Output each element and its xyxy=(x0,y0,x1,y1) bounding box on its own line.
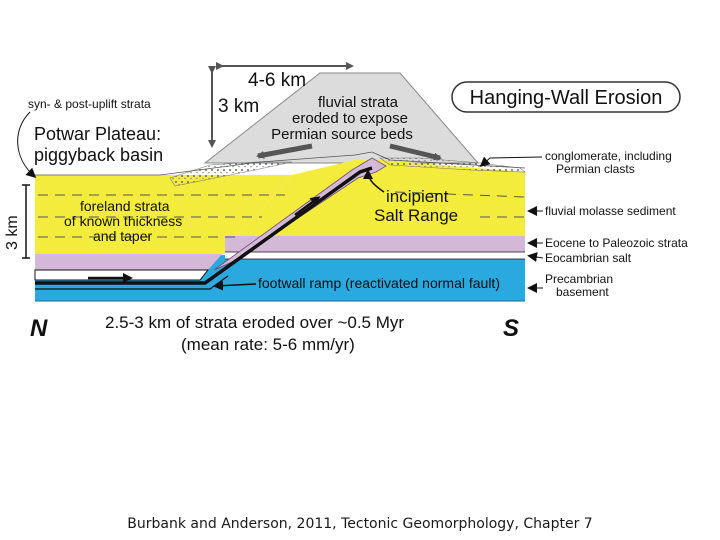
salt-flat xyxy=(225,252,525,259)
scale-bar-3km xyxy=(22,185,30,258)
salt-pointer xyxy=(530,256,543,258)
foreland-label-3: and taper xyxy=(93,228,153,244)
conglomerate-pointer xyxy=(482,157,542,165)
potwar-label-1: Potwar Plateau: xyxy=(34,124,162,144)
fluvial-label-1: fluvial strata xyxy=(317,94,399,111)
potwar-label-2: piggyback basin xyxy=(34,145,164,165)
scale-3km-label: 3 km xyxy=(4,215,21,250)
erosion-statement-2: (mean rate: 5-6 mm/yr) xyxy=(181,335,355,354)
south-label: S xyxy=(503,315,520,342)
salt-label: Eocambrian salt xyxy=(545,251,632,265)
molasse-label: fluvial molasse sediment xyxy=(545,204,676,218)
foreland-label-2: of known thickness xyxy=(64,213,183,229)
precambrian-label-1: Precambrian xyxy=(545,272,614,286)
width-dimension-label: 4-6 km xyxy=(248,70,307,91)
foreland-label-1: foreland strata xyxy=(80,198,170,214)
conglomerate-label-2: Permian clasts xyxy=(556,162,635,176)
footwall-paleozoic-strata xyxy=(35,254,222,270)
north-label: N xyxy=(30,315,48,342)
erosion-statement-1: 2.5-3 km of strata eroded over ~0.5 Myr xyxy=(105,313,405,332)
fluvial-label-3: Permian source beds xyxy=(271,126,413,143)
conglomerate-label-1: conglomerate, including xyxy=(545,149,672,163)
precambrian-label-2: basement xyxy=(556,285,609,299)
fluvial-label-2: eroded to expose xyxy=(292,110,408,127)
incipient-label-2: Salt Range xyxy=(374,206,459,225)
syn-post-uplift-label: syn- & post-uplift strata xyxy=(28,97,151,111)
eocene-label: Eocene to Paleozoic strata xyxy=(545,236,688,250)
citation-caption: Burbank and Anderson, 2011, Tectonic Geomorphology, Chapter 7 xyxy=(127,516,593,532)
height-dimension-label: 3 km xyxy=(218,96,260,117)
footwall-ramp-label: footwall ramp (reactivated normal fault) xyxy=(258,275,500,291)
title-box-label: Hanging-Wall Erosion xyxy=(469,87,663,109)
incipient-label-1: incipient xyxy=(386,187,449,206)
syn-post-pointer xyxy=(18,112,34,176)
